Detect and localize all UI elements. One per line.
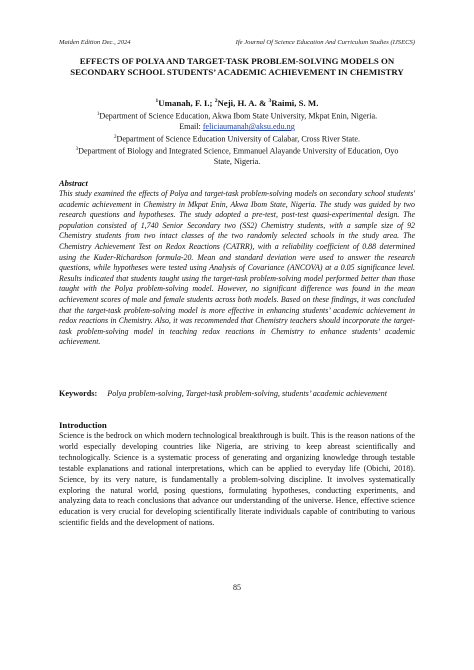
abstract-text: This study examined the effects of Polya and target-task problem-solving models on secondary school students' academic achievement in Chemistry in Mkpat Enin, Akwa Ibom State, Nigeria. The study was guided by two research questions and hypotheses. The study adopted a pre-test, post-test quasi-experimental design. The population consisted of 1,740 Senior Secondary two (SS2) Chemistry students, with a sample size of 92 Chemistry students from two intact classes of the two randomly selected schools in the study area. The Chemistry Achievement Test on Redox Reactions (CATRR), with a reliability coefficient of 0.88 determined using the Kuder-Richardson formula-20. Mean and standard deviation were used to answer the research questions, while hypotheses were tested using Analysis of Covariance (ANCOVA) at a 0.05 significance level. Results indicated that students taught using the target-task problem-solving model performed better than those taught with the Polya problem-solving model. However, no significant difference was found in the mean achievement scores of male and female students across both models. Based on these findings, it was concluded that the target-task problem-solving model is more effective in enhancing students’ academic achievement in redox reactions in Chemistry. Also, it was recommended that Chemistry teachers should incorporate the target-task problem-solving model in teaching redox reactions in Chemistry to enhance students’ academic achievement. [59,189,415,347]
email-line [68,122,406,133]
affiliation-1-text: Department of Science Education, Akwa Ibom State University, Mkpat Enin, Nigeria. [99,111,378,121]
author-3-name: Raimi, S. M. [271,98,319,108]
author-list [60,98,414,108]
introduction-text: Science is the bedrock on which modern technological breakthrough is built. This is the reason nations of the world especially developing countries like Nigeria, are striving to keep abreast scientifically and technologically. Science is a systematic process of generating and organizing knowledge through testable testable explanations and rational interpretations, which can be applied to everyday life (Obichi, 2018). Science, by its very nature, is fundamentally a problem-solving discipline. It involves systematically exploring the natural world, posing questions, formulating hypotheses, conducting experiments, and analyzing data to reach conclusions that advance our understanding of the universe. Hence, effective science education is very crucial for developing scientifically literate individuals capable of contributing to various scientific fields and the development of nations. [59,431,415,528]
introduction-heading: Introduction [59,420,107,430]
header-edition: Maiden Edition Dec., 2024 [59,39,131,46]
author-1-name: Umanah, F. I.; [158,98,215,108]
affiliation-3-marker: 3 [75,146,79,152]
affiliation-3 [68,145,406,168]
keywords [59,389,415,400]
author-2-marker: 2 [214,98,218,105]
affiliation-3-text: Department of Biology and Integrated Science, Emmanuel Alayande University of Education, Oyo State, Nigeria. [78,146,399,167]
author-1-marker: 1 [155,98,159,105]
affiliations [68,110,406,168]
header-journal: Ife Journal Of Science Education And Curriculum Studies (IJSECS) [235,39,415,46]
email-label: Email: [179,122,203,132]
keywords-label: Keywords: [59,389,98,398]
affiliation-1-marker: 1 [96,112,100,117]
author-3-marker: 3 [268,98,272,105]
keywords-text: Polya problem-solving, Target-task problem-solving, students’ academic achievement [107,389,388,398]
abstract-heading: Abstract [59,179,88,188]
affiliation-1 [68,110,406,122]
affiliation-2-marker: 2 [113,134,117,140]
running-header [59,39,415,46]
paper-title: EFFECTS OF POLYA AND TARGET-TASK PROBLEM-SOLVING MODELS ON SECONDARY SCHOOL STUDENTS’ ACADEMIC ACHIEVEMENT IN CHEMISTRY [70,56,404,77]
page-number: 85 [233,583,241,592]
author-2-name: Neji, H. A. & [217,98,269,108]
affiliation-2-text: Department of Science Education University of Calabar, Cross River State. [116,134,361,144]
email-link[interactable]: feliciaumanah@aksu.edu.ng [202,122,295,132]
affiliation-2 [68,133,406,145]
